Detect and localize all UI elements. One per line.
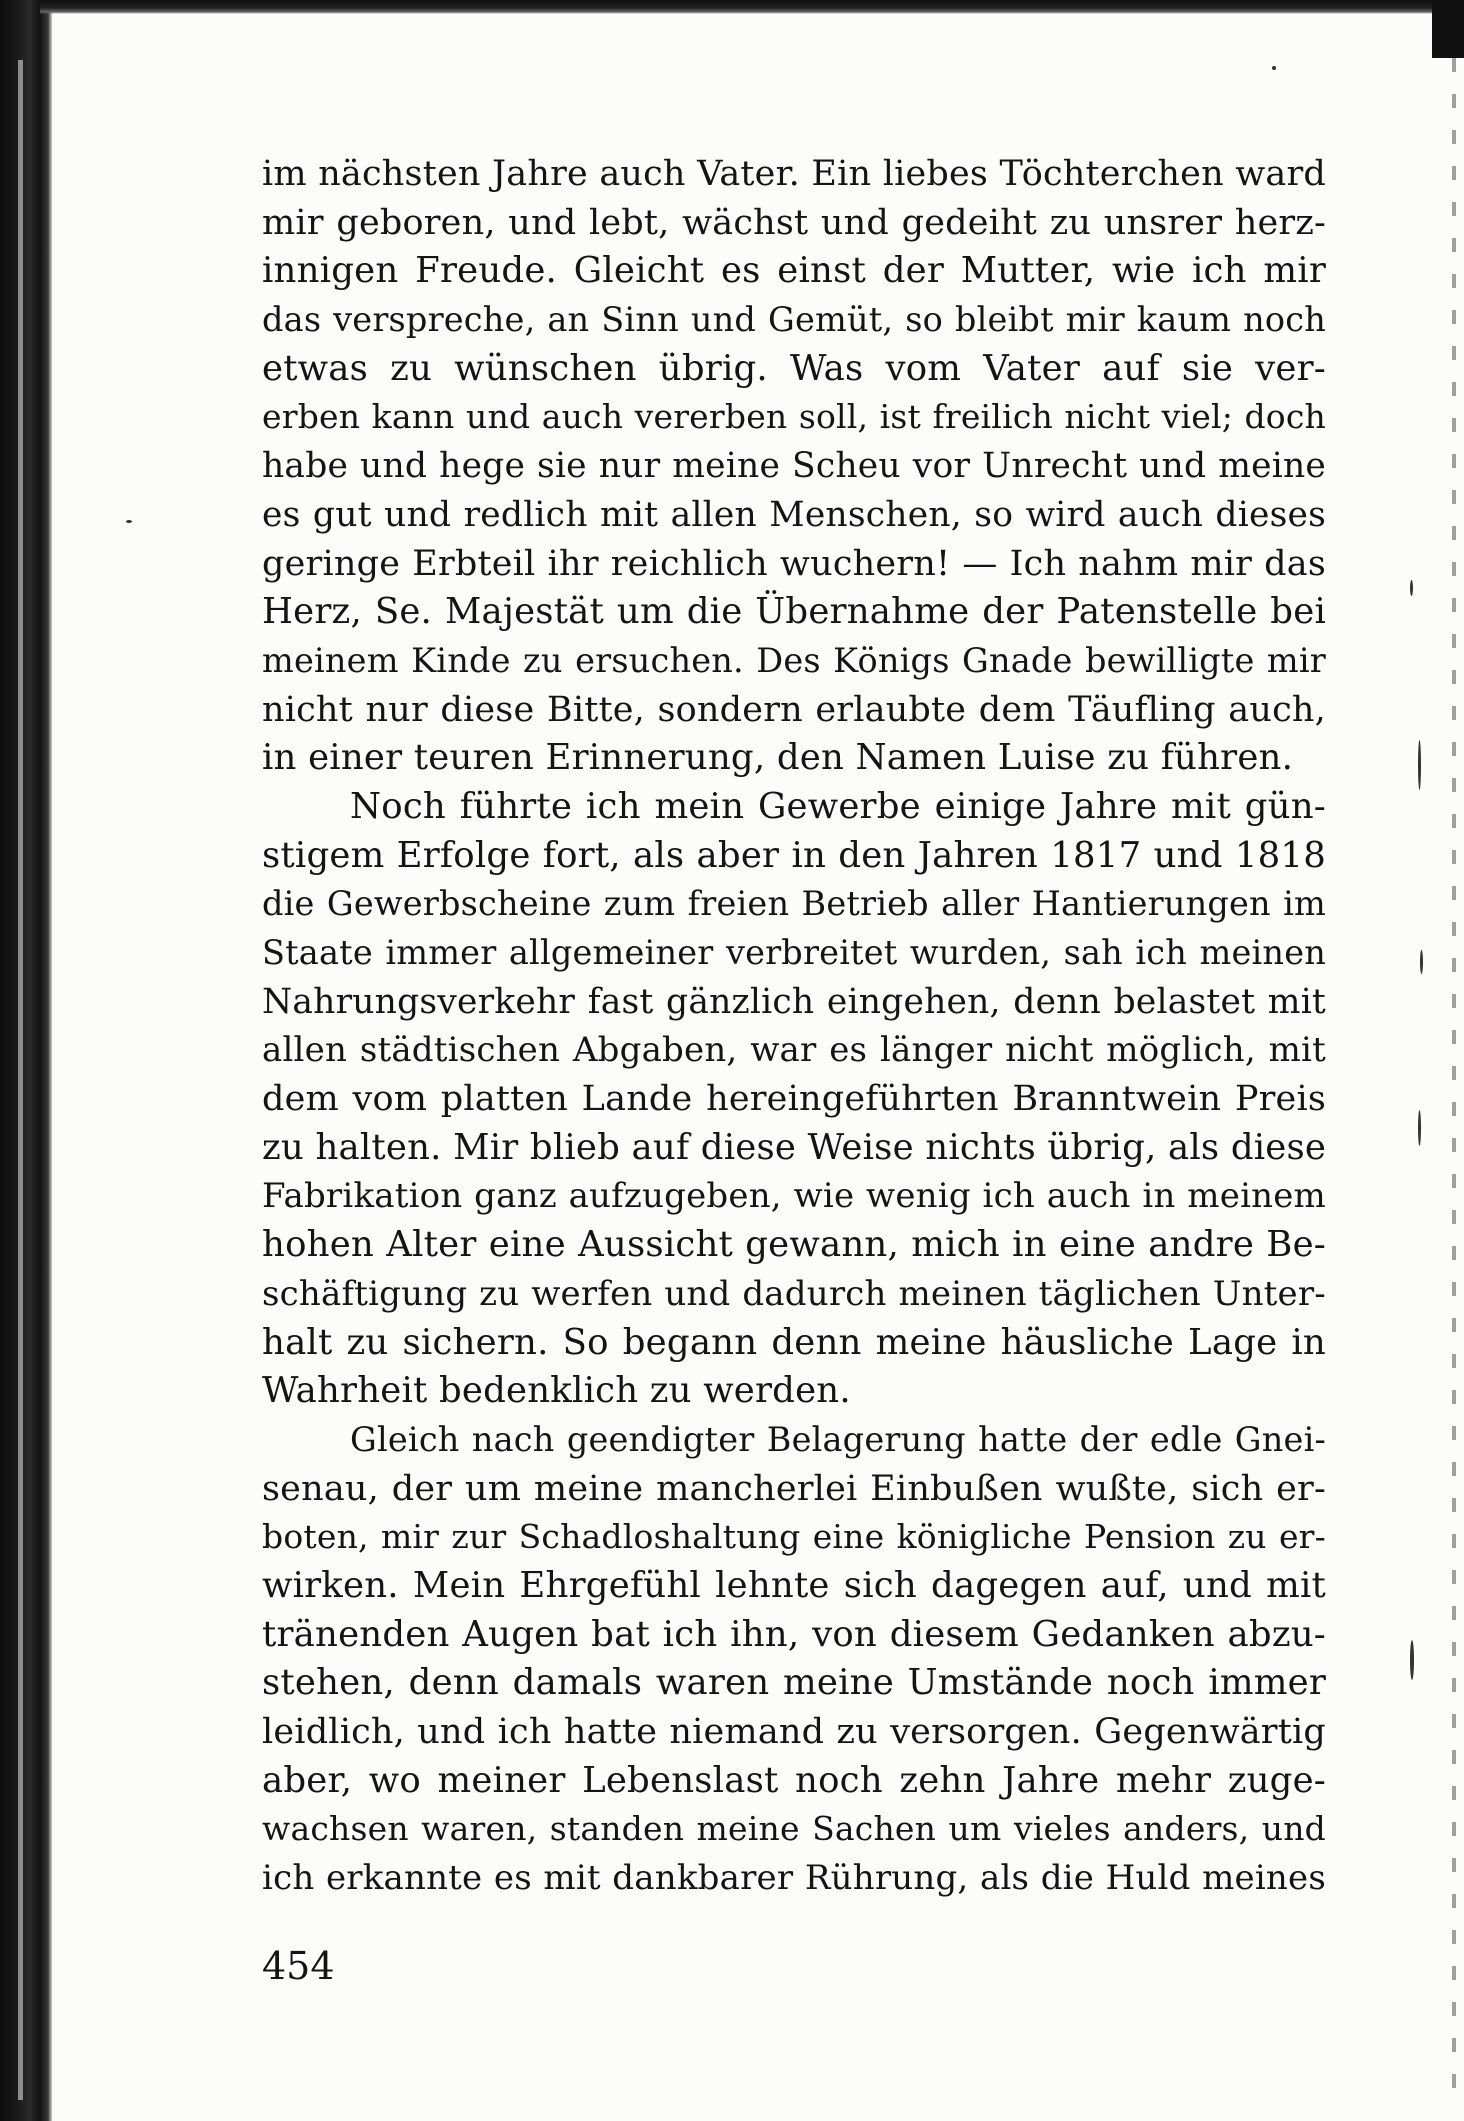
scan-speck [1272,66,1276,70]
text-line: die Gewerbscheine zum freien Betrieb aller Hantierungen im [262,884,1326,924]
scan-speck [1410,580,1413,596]
scan-speck [126,520,132,523]
text-line: Wahrheit bedenklich zu werden. [262,1370,851,1412]
body-text [262,150,1326,1903]
top-right-corner [1432,0,1464,58]
text-line: meinem Kinde zu ersuchen. Des Königs Gnade bewilligte mir [262,640,1326,680]
text-line: innigen Freude. Gleicht es einst der Mutter, wie ich mir [262,250,1326,292]
text-line: erben kann und auch vererben soll, ist freilich nicht viel; doch [262,397,1326,437]
text-line: senau, der um meine mancherlei Einbußen wußte, sich er- [262,1468,1326,1509]
text-line: Nahrungsverkehr fast gänzlich eingehen, denn belastet mit [262,981,1326,1022]
text-line: etwas zu wünschen übrig. Was vom Vater auf sie ver- [262,347,1326,389]
text-line: tränenden Augen bat ich ihn, von diesem Gedanken abzu- [262,1613,1326,1655]
text-line: boten, mir zur Schadloshaltung eine königliche Pension zu er- [262,1517,1326,1557]
top-scan-edge [40,0,1464,14]
right-scan-edge [1452,58,1456,2098]
text-line: zu halten. Mir blieb auf diese Weise nichts übrig, als diese [262,1126,1326,1168]
text-line: stehen, denn damals waren meine Umstände noch immer [262,1662,1326,1704]
text-line: in einer teuren Erinnerung, den Namen Luise zu führen. [262,737,1294,779]
binding-edge [0,0,52,2121]
text-line: im nächsten Jahre auch Vater. Ein liebes Töchterchen ward [262,154,1326,194]
text-line: geringe Erbteil ihr reichlich wuchern! — Ich nahm mir das [262,543,1326,584]
text-line: ich erkannte es mit dankbarer Rührung, als die Huld meines [262,1858,1326,1899]
text-line: halt zu sichern. So begann denn meine häusliche Lage in [262,1321,1326,1363]
scan-speck [1418,1110,1421,1146]
text-line: Herz, Se. Majestät um die Übernahme der Patenstelle bei [262,591,1326,633]
text-line: wirken. Mein Ehrgefühl lehnte sich dagegen auf, und mit [262,1564,1326,1606]
text-line: das verspreche, an Sinn und Gemüt, so bleibt mir kaum noch [262,300,1326,340]
text-line: allen städtischen Abgaben, war es länger nicht möglich, mit [262,1030,1326,1071]
text-line: wachsen waren, standen meine Sachen um vieles anders, und [262,1809,1326,1849]
text-line: dem vom platten Lande hereingeführten Branntwein Preis [262,1079,1326,1120]
text-line: Gleich nach geendigter Belagerung hatte der edle Gnei- [350,1419,1326,1459]
text-line: aber, wo meiner Lebenslast noch zehn Jahre mehr zuge- [262,1759,1326,1801]
text-line: nicht nur diese Bitte, sondern erlaubte dem Täufling auch, [262,689,1326,730]
scan-speck [1420,950,1423,974]
scan-speck [1418,740,1421,790]
text-line: schäftigung zu werfen und dadurch meinen täglichen Unter- [262,1273,1326,1314]
text-line: Fabrikation ganz aufzugeben, wie wenig ich auch in meinem [262,1176,1326,1217]
text-line: habe und hege sie nur meine Scheu vor Unrecht und meine [262,446,1326,487]
text-line: hohen Alter eine Aussicht gewann, mich in eine andre Be- [262,1224,1326,1266]
text-line: mir geboren, und lebt, wächst und gedeiht zu unsrer herz- [262,202,1326,243]
text-line: Staate immer allgemeiner verbreitet wurden, sah ich meinen [262,933,1326,972]
text-line: stigem Erfolge fort, als aber in den Jahren 1817 und 1818 [262,834,1326,876]
text-line: es gut und redlich mit allen Menschen, so wird auch dieses [262,494,1326,535]
binding-gap [18,60,23,2100]
text-line: leidlich, und ich hatte niemand zu versorgen. Gegenwärtig [262,1712,1326,1752]
page-number: 454 [262,1944,335,1988]
scan-speck [1410,1640,1414,1680]
text-line: Noch führte ich mein Gewerbe einige Jahre mit gün- [350,785,1326,827]
